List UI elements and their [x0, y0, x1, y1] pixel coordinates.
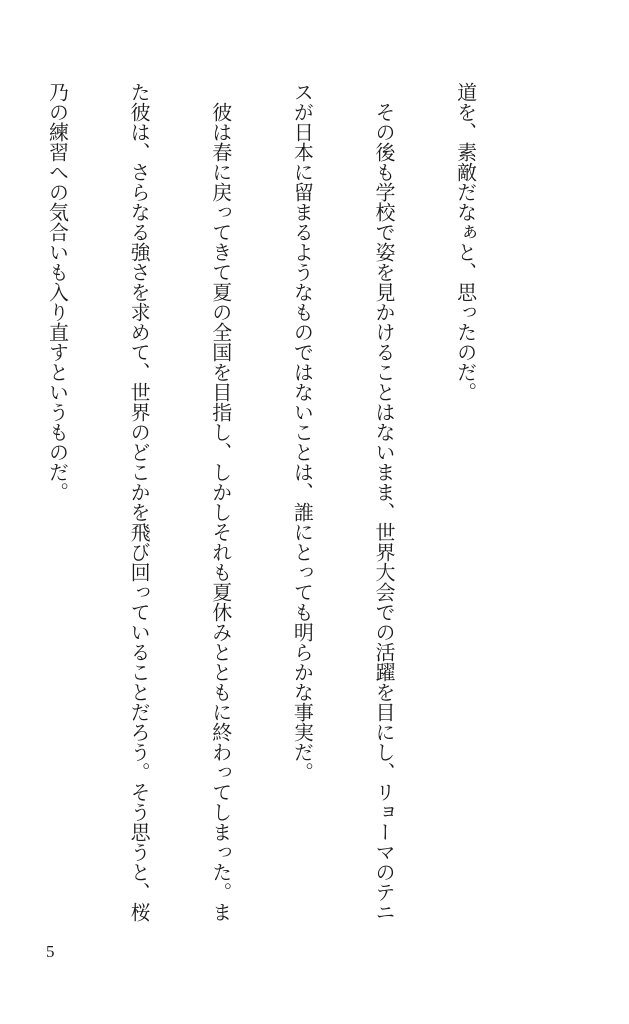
- text-line: その後も学校で姿を見かけることはないまま、世界大会での活躍を目にし、リョーマのテニ: [371, 82, 396, 922]
- text-line: 彼は春に戻ってきて夏の全国を目指し、しかしそれも夏休みとともに終わってしまった。ま: [208, 82, 233, 922]
- vertical-text-body: [0, 82, 533, 962]
- text-line: 乃の練習への気合いも入り直すというものだ。: [45, 82, 70, 502]
- page-number: 5: [46, 942, 55, 961]
- text-line: た彼は、さらなる強さを求めて、世界のどこかを飛び回っていることだろう。そう思うと、桜: [127, 82, 152, 922]
- text-line: 道を、素敵だなぁと、思ったのだ。: [453, 82, 478, 402]
- text-line: スが日本に留まるようなものではないことは、誰にとっても明らかな事実だ。: [290, 82, 315, 782]
